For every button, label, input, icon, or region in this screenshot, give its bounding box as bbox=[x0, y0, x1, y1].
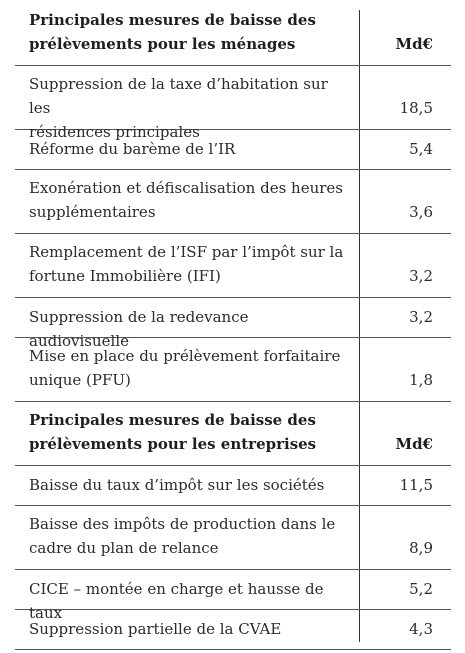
row-label bbox=[29, 344, 349, 392]
row-value: 18,5 bbox=[399, 99, 433, 117]
row-value: 3,2 bbox=[409, 308, 433, 326]
table-row bbox=[15, 466, 451, 506]
table-row bbox=[15, 610, 451, 650]
row-label bbox=[29, 240, 349, 288]
table-row bbox=[15, 570, 451, 622]
table-row bbox=[15, 170, 451, 234]
row-label-line1: Mise en place du prélèvement forfaitaire bbox=[29, 347, 341, 365]
table-row bbox=[15, 338, 451, 402]
row-label bbox=[29, 137, 349, 161]
row-label-line1: Suppression partielle de la CVAE bbox=[29, 620, 282, 638]
row-label-line1: Exonération et défiscalisation des heures bbox=[29, 179, 343, 197]
section-title-line2: prélèvements pour les entreprises bbox=[29, 435, 317, 453]
row-label-line2: résidences principales bbox=[29, 123, 200, 141]
row-label bbox=[29, 617, 349, 641]
row-label bbox=[29, 176, 349, 224]
section-title bbox=[29, 8, 349, 56]
table-row bbox=[15, 234, 451, 298]
table-row bbox=[15, 66, 451, 141]
table-row bbox=[15, 130, 451, 170]
row-label-line1: Suppression de la taxe d’habitation sur les bbox=[29, 75, 328, 117]
row-value: 1,8 bbox=[409, 371, 433, 389]
row-value: 3,2 bbox=[409, 267, 433, 285]
row-label bbox=[29, 473, 349, 497]
table-row bbox=[15, 506, 451, 570]
unit-header: Md€ bbox=[395, 435, 433, 453]
row-value: 4,3 bbox=[409, 620, 433, 638]
row-label-line2: cadre du plan de relance bbox=[29, 539, 219, 557]
row-value: 11,5 bbox=[399, 476, 433, 494]
row-label-line1: CICE – montée en charge et hausse de taux bbox=[29, 580, 324, 622]
row-label-line1: Suppression de la redevance audiovisuelle bbox=[29, 308, 249, 350]
section-title-line2: prélèvements pour les ménages bbox=[29, 35, 296, 53]
section-title bbox=[29, 408, 349, 456]
row-label-line2: supplémentaires bbox=[29, 203, 156, 221]
section-header-entreprises bbox=[15, 402, 451, 466]
row-value: 5,4 bbox=[409, 140, 433, 158]
table-row bbox=[15, 298, 451, 350]
row-value: 3,6 bbox=[409, 203, 433, 221]
row-label-line2: unique (PFU) bbox=[29, 371, 131, 389]
section-title-line1: Principales mesures de baisse des bbox=[29, 11, 316, 29]
row-label-line1: Réforme du barème de l’IR bbox=[29, 140, 236, 158]
row-value: 8,9 bbox=[409, 539, 433, 557]
row-label-line1: Baisse des impôts de production dans le bbox=[29, 515, 336, 533]
row-value: 5,2 bbox=[409, 580, 433, 598]
row-label-line1: Baisse du taux d’impôt sur les sociétés bbox=[29, 476, 325, 494]
unit-header: Md€ bbox=[395, 35, 433, 53]
section-header-menages bbox=[15, 0, 451, 66]
row-label-line1: Remplacement de l’ISF par l’impôt sur la bbox=[29, 243, 344, 261]
row-label-line2: fortune Immobilière (IFI) bbox=[29, 267, 221, 285]
row-label bbox=[29, 512, 349, 560]
section-title-line1: Principales mesures de baisse des bbox=[29, 411, 316, 429]
